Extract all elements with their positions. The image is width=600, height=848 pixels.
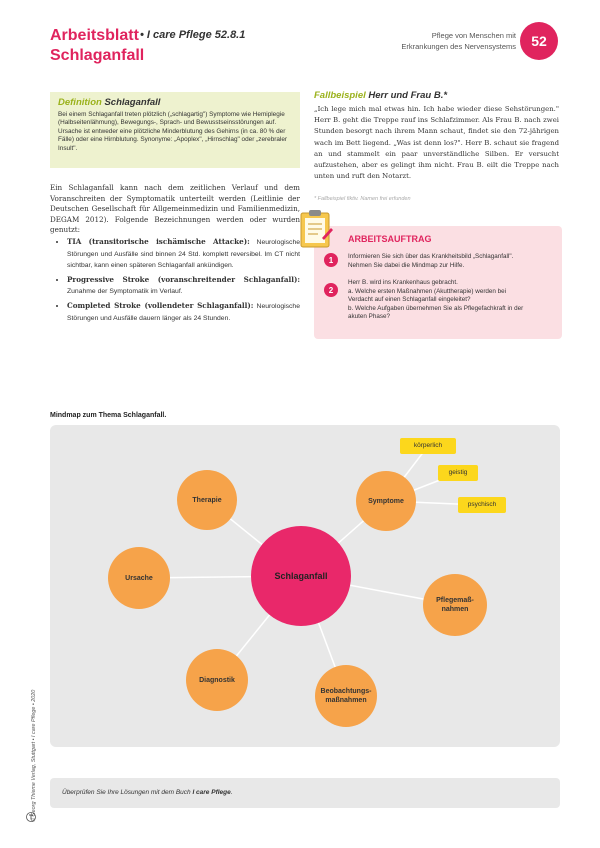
mindmap-node-symptome: Symptome xyxy=(356,471,416,531)
body-text xyxy=(50,183,300,327)
mindmap-tag-geistig: geistig xyxy=(438,465,478,481)
mindmap-tag-koerperlich: körperlich xyxy=(400,438,456,454)
list-item: • TIA (transitorische ischämische Attacke): Neurologische Störungen und Ausfälle sind binnen 24 Std. komplett reversibel. Im CT nicht sichtbar, kann einen späteren Schlaganfall ankündigen. xyxy=(67,237,300,272)
case-title: Herr und Frau B.* xyxy=(368,90,448,101)
mindmap-node-ursache: Ursache xyxy=(108,547,170,609)
mindmap-caption: Mindmap zum Thema Schlaganfall. xyxy=(50,412,167,419)
definition-box xyxy=(50,92,300,168)
task-box xyxy=(314,226,562,339)
list-item: • Progressive Stroke (voranschreitender Schlaganfall): Zunahme der Symptomatik im Verlauf. xyxy=(67,275,300,298)
task-number-1: 1 xyxy=(324,253,338,267)
case-text: „Ich lege mich mal etwas hin. Ich habe wieder diese Sehstörungen." Herr B. geht die Treppe rauf ins Schlafzimmer. Als Frau B. nach zwei Stunden besorgt nach ihrem Mann schaut, findet sie den 72-jährigen wach im Bett liegend. „Was ist denn los?". Herr B. schaut sie fragend an und stammelt ein paar unverständliche Silben. Er versucht aufzustehen, aber es gelingt ihm nicht. Frau B. eilt die Treppe nach unten und ruft den Notarzt. xyxy=(314,105,559,181)
case-heading xyxy=(314,90,447,101)
task-1-text: Informieren Sie sich über das Krankheitsbild „Schlaganfall". Nehmen Sie dabei die Mindmap zur Hilfe. xyxy=(348,253,514,269)
clipboard-icon xyxy=(298,208,334,250)
mindmap-node-diagnostik: Diagnostik xyxy=(186,649,248,711)
worksheet-label: Arbeitsblatt xyxy=(50,27,139,44)
footer-note: Überprüfen Sie Ihre Lösungen mit dem Buch I care Pflege. xyxy=(50,778,560,808)
body-intro: Ein Schlaganfall kann nach dem zeitlichen Verlauf und dem Voranschreiten der Symptomatik unterteilt werden (Leitlinie der Deutschen Gesellschaft für Allgemeinmedizin und Familienmedizin, DEGAM 2012). Folgende Bezeichnungen werden oder wurden genutzt: xyxy=(50,183,300,235)
page-title: Schlaganfall xyxy=(50,47,145,64)
section-line-1: Pflege von Menschen mit xyxy=(431,31,516,40)
definition-text: Bei einem Schlaganfall treten plötzlich („schlagartig") Symptome wie Hemiplegie (Halbseitenlähmung), Bewegungs-, Sprach- und Bewusstseinsstörungen auf. Ursache ist entweder eine plötzliche Minderblutung des Gehirns (in ca. 80 % der Fälle) oder eine Hirnblutung. Synonyme: „Apoplex", „Hirnschlag" oder „zerebraler Insult". xyxy=(58,111,288,152)
case-keyword: Fallbeispiel xyxy=(314,90,366,101)
book-reference: • I care Pflege 52.8.1 xyxy=(140,29,246,41)
task-number-2: 2 xyxy=(324,283,338,297)
page-number-badge: 52 xyxy=(520,22,558,60)
stroke-types-list xyxy=(50,237,300,324)
mindmap-node-beobachtung: Beobachtungs- maßnahmen xyxy=(315,665,377,727)
definition-keyword: Definition xyxy=(58,97,102,108)
definition-term: Schlaganfall xyxy=(104,97,161,108)
mindmap-node-pflegemassnahmen: Pflegemaß- nahmen xyxy=(423,574,487,636)
section-line-2: Erkrankungen des Nervensystems xyxy=(401,42,516,51)
case-footnote: * Fallbeispiel fiktiv. Namen frei erfunden xyxy=(314,196,411,202)
footer-book-title: I care Pflege xyxy=(192,789,231,796)
section-heading xyxy=(316,30,516,52)
list-item: • Completed Stroke (vollendeter Schlaganfall): Neurologische Störungen und Ausfälle dauern länger als 24 Stunden. xyxy=(67,301,300,324)
definition-heading xyxy=(58,97,292,108)
task-2-text: Herr B. wird ins Krankenhaus gebracht. a. Welche ersten Maßnahmen (Akuttherapie) werden bei Verdacht auf einen Schlaganfall eingeleitet? b. Welche Aufgaben übernehmen Sie als Pflegefachkraft in der akuten Phase? xyxy=(348,279,524,321)
mindmap xyxy=(50,425,560,747)
mindmap-center-node: Schlaganfall xyxy=(251,526,351,626)
task-heading: ARBEITSAUFTRAG xyxy=(348,234,432,244)
copyright-note: © Georg Thieme Verlag, Stuttgart • I care Pflege • 2020 xyxy=(31,689,37,822)
mindmap-node-therapie: Therapie xyxy=(177,470,237,530)
mindmap-tag-psychisch: psychisch xyxy=(458,497,506,513)
